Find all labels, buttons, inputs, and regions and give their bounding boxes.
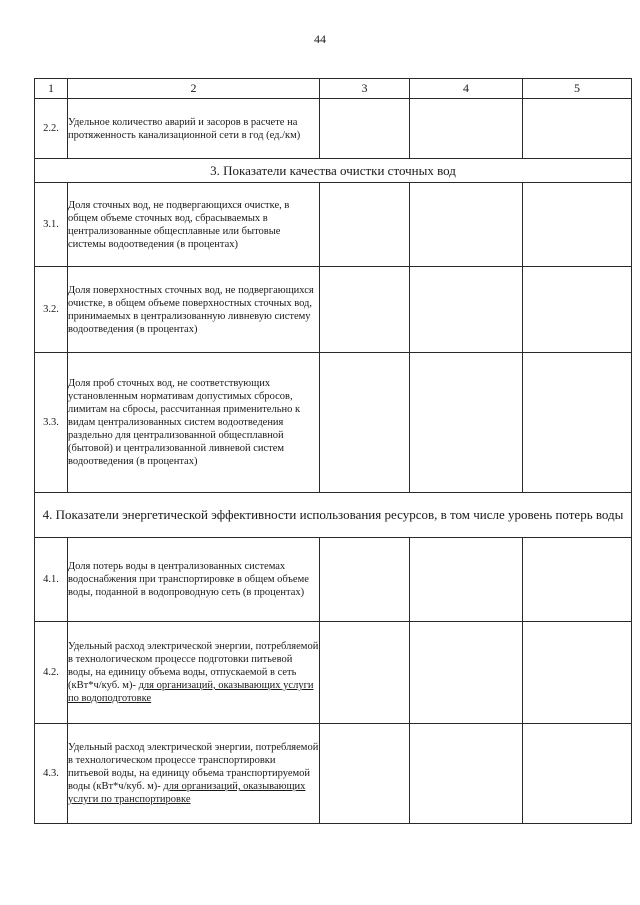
table-row xyxy=(35,267,632,353)
column-header: 3 xyxy=(320,79,410,99)
row-description: Удельный расход электрической энергии, потребляемой в технологическом процессе транспортировки питьевой воды, на единицу объема транспортируемой воды (кВт*ч/куб. м)- для организаций, оказывающих услуги по транспортировке xyxy=(68,724,320,824)
section-title: 4. Показатели энергетической эффективности использования ресурсов, в том числе уровень потерь воды xyxy=(35,493,632,538)
value-cell xyxy=(523,622,632,724)
value-cell xyxy=(410,183,523,267)
value-cell xyxy=(320,724,410,824)
section-row xyxy=(35,159,632,183)
value-cell xyxy=(523,183,632,267)
value-cell xyxy=(523,353,632,493)
table-row xyxy=(35,538,632,622)
row-number: 3.2. xyxy=(35,267,68,353)
value-cell xyxy=(410,724,523,824)
table-row xyxy=(35,183,632,267)
value-cell xyxy=(410,267,523,353)
value-cell xyxy=(320,622,410,724)
value-cell xyxy=(523,99,632,159)
table-row xyxy=(35,99,632,159)
table-row xyxy=(35,353,632,493)
column-header: 5 xyxy=(523,79,632,99)
row-number: 2.2. xyxy=(35,99,68,159)
column-header: 2 xyxy=(68,79,320,99)
value-cell xyxy=(320,538,410,622)
row-description: Удельный расход электрической энергии, потребляемой в технологическом процессе подготовки питьевой воды, на единицу объема воды, отпускаемой в сеть (кВт*ч/куб. м)- для организаций, оказывающих услуги по водоподготовке xyxy=(68,622,320,724)
row-description: Доля сточных вод, не подвергающихся очистке, в общем объеме сточных вод, сбрасываемых в централизованные общесплавные или бытовые системы водоотведения (в процентах) xyxy=(68,183,320,267)
value-cell xyxy=(410,538,523,622)
row-number: 3.3. xyxy=(35,353,68,493)
row-number: 4.2. xyxy=(35,622,68,724)
row-number: 4.1. xyxy=(35,538,68,622)
value-cell xyxy=(410,353,523,493)
row-description: Доля потерь воды в централизованных системах водоснабжения при транспортировке в общем объеме воды, поданной в водопроводную сеть (в процентах) xyxy=(68,538,320,622)
value-cell xyxy=(523,267,632,353)
value-cell xyxy=(320,267,410,353)
row-number: 3.1. xyxy=(35,183,68,267)
table-row xyxy=(35,724,632,824)
value-cell xyxy=(523,724,632,824)
value-cell xyxy=(320,183,410,267)
value-cell xyxy=(320,99,410,159)
indicators-table xyxy=(34,78,632,824)
table-row xyxy=(35,622,632,724)
row-description: Удельное количество аварий и засоров в расчете на протяженность канализационной сети в год (ед./км) xyxy=(68,99,320,159)
row-description: Доля проб сточных вод, не соответствующих установленным нормативам допустимых сбросов, лимитам на сбросы, рассчитанная применительно к видам централизованных систем водоотведения раздельно для централизованной общесплавной (бытовой) и централизованной ливневой систем водоотведения (в процентах) xyxy=(68,353,320,493)
value-cell xyxy=(410,99,523,159)
value-cell xyxy=(523,538,632,622)
value-cell xyxy=(320,353,410,493)
column-header: 1 xyxy=(35,79,68,99)
row-number: 4.3. xyxy=(35,724,68,824)
row-description: Доля поверхностных сточных вод, не подвергающихся очистке, в общем объеме поверхностных сточных вод, принимаемых в централизованную ливневую систему водоотведения (в процентах) xyxy=(68,267,320,353)
underlined-note: для организаций, оказывающих услуги по транспортировке xyxy=(68,781,306,805)
section-title: 3. Показатели качества очистки сточных вод xyxy=(35,159,632,183)
column-header: 4 xyxy=(410,79,523,99)
section-row xyxy=(35,493,632,538)
column-header-row xyxy=(35,79,632,99)
value-cell xyxy=(410,622,523,724)
page-number: 44 xyxy=(314,32,326,46)
underlined-note: для организаций, оказывающих услуги по водоподготовке xyxy=(68,680,314,704)
